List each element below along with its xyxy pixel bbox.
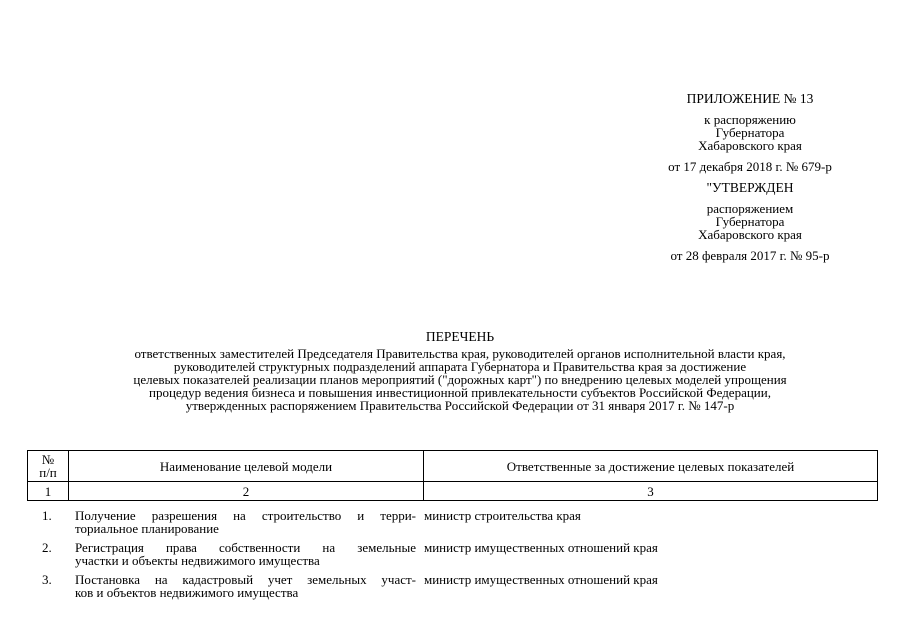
column-number-1: 1 — [28, 482, 69, 501]
row-number: 1. — [42, 508, 52, 523]
table-row — [27, 569, 878, 599]
row-model — [75, 509, 416, 535]
row-model-line-2: ков и объектов недвижимого имущества — [75, 585, 299, 600]
approved-line-by-order: распоряжением — [706, 201, 794, 216]
row-responsible: министр строительства края — [424, 508, 581, 523]
document-subtitle-line-4: процедур ведения бизнеса и повышения инвестиционной привлекательности субъектов Российской Федерации, — [149, 385, 771, 400]
header-cell-model: Наименование целевой модели — [69, 451, 424, 482]
row-model — [75, 541, 416, 567]
row-model-line-1: Постановка на кадастровый учет земельных участ- — [75, 572, 416, 587]
document-subtitle-line-1: ответственных заместителей Председателя Правительства края, руководителей органов исполнительной власти края, — [134, 346, 786, 361]
row-number: 2. — [42, 540, 52, 555]
row-model — [75, 573, 416, 599]
document-subtitle-line-2: руководителей структурных подразделений аппарата Губернатора и Правительства края за достижение — [173, 359, 747, 374]
column-number-row — [28, 482, 878, 501]
annex-line-to-order: к распоряжению — [704, 112, 796, 127]
table-header — [27, 450, 878, 501]
annex-line-region: Хабаровского края — [698, 138, 802, 153]
header-row — [28, 451, 878, 482]
row-number: 3. — [42, 572, 52, 587]
row-model-line-1: Регистрация права собственности на земельные — [75, 540, 416, 555]
table-body — [27, 505, 878, 601]
header-cell-number — [28, 451, 69, 482]
row-model-line-1: Получение разрешения на строительство и терри- — [75, 508, 416, 523]
row-model-line-2: ториальное планирование — [75, 521, 219, 536]
row-responsible: министр имущественных отношений края — [424, 540, 658, 555]
table-row — [27, 537, 878, 567]
column-number-3: 3 — [424, 482, 878, 501]
header-number-line-2: п/п — [39, 465, 57, 480]
row-model-line-2: участки и объекты недвижимого имущества — [75, 553, 320, 568]
annex-heading: ПРИЛОЖЕНИЕ № 13 — [686, 91, 814, 106]
document-title-block — [30, 330, 890, 412]
header-cell-responsible: Ответственные за достижение целевых показателей — [424, 451, 878, 482]
document-title: ПЕРЕЧЕНЬ — [425, 329, 495, 344]
approved-line-region: Хабаровского края — [698, 227, 802, 242]
annex-line-governor: Губернатора — [715, 125, 785, 140]
table-row — [27, 505, 878, 535]
document-subtitle-line-5: утвержденных распоряжением Правительства Российской Федерации от 31 января 2017 г. № 147-р — [185, 398, 735, 413]
approved-line-governor: Губернатора — [715, 214, 785, 229]
annex-block — [620, 92, 880, 173]
annex-date: от 17 декабря 2018 г. № 679-р — [668, 159, 832, 174]
approved-heading: "УТВЕРЖДЕН — [706, 180, 794, 195]
header-table — [27, 450, 878, 501]
column-number-2: 2 — [69, 482, 424, 501]
document-subtitle-line-3: целевых показателей реализации планов мероприятий ("дорожных карт") по внедрению целевых моделей упрощения — [133, 372, 787, 387]
header-number-line-1: № — [41, 452, 55, 467]
approved-date: от 28 февраля 2017 г. № 95-р — [670, 248, 830, 263]
row-responsible: министр имущественных отношений края — [424, 572, 658, 587]
approved-block — [620, 181, 880, 262]
